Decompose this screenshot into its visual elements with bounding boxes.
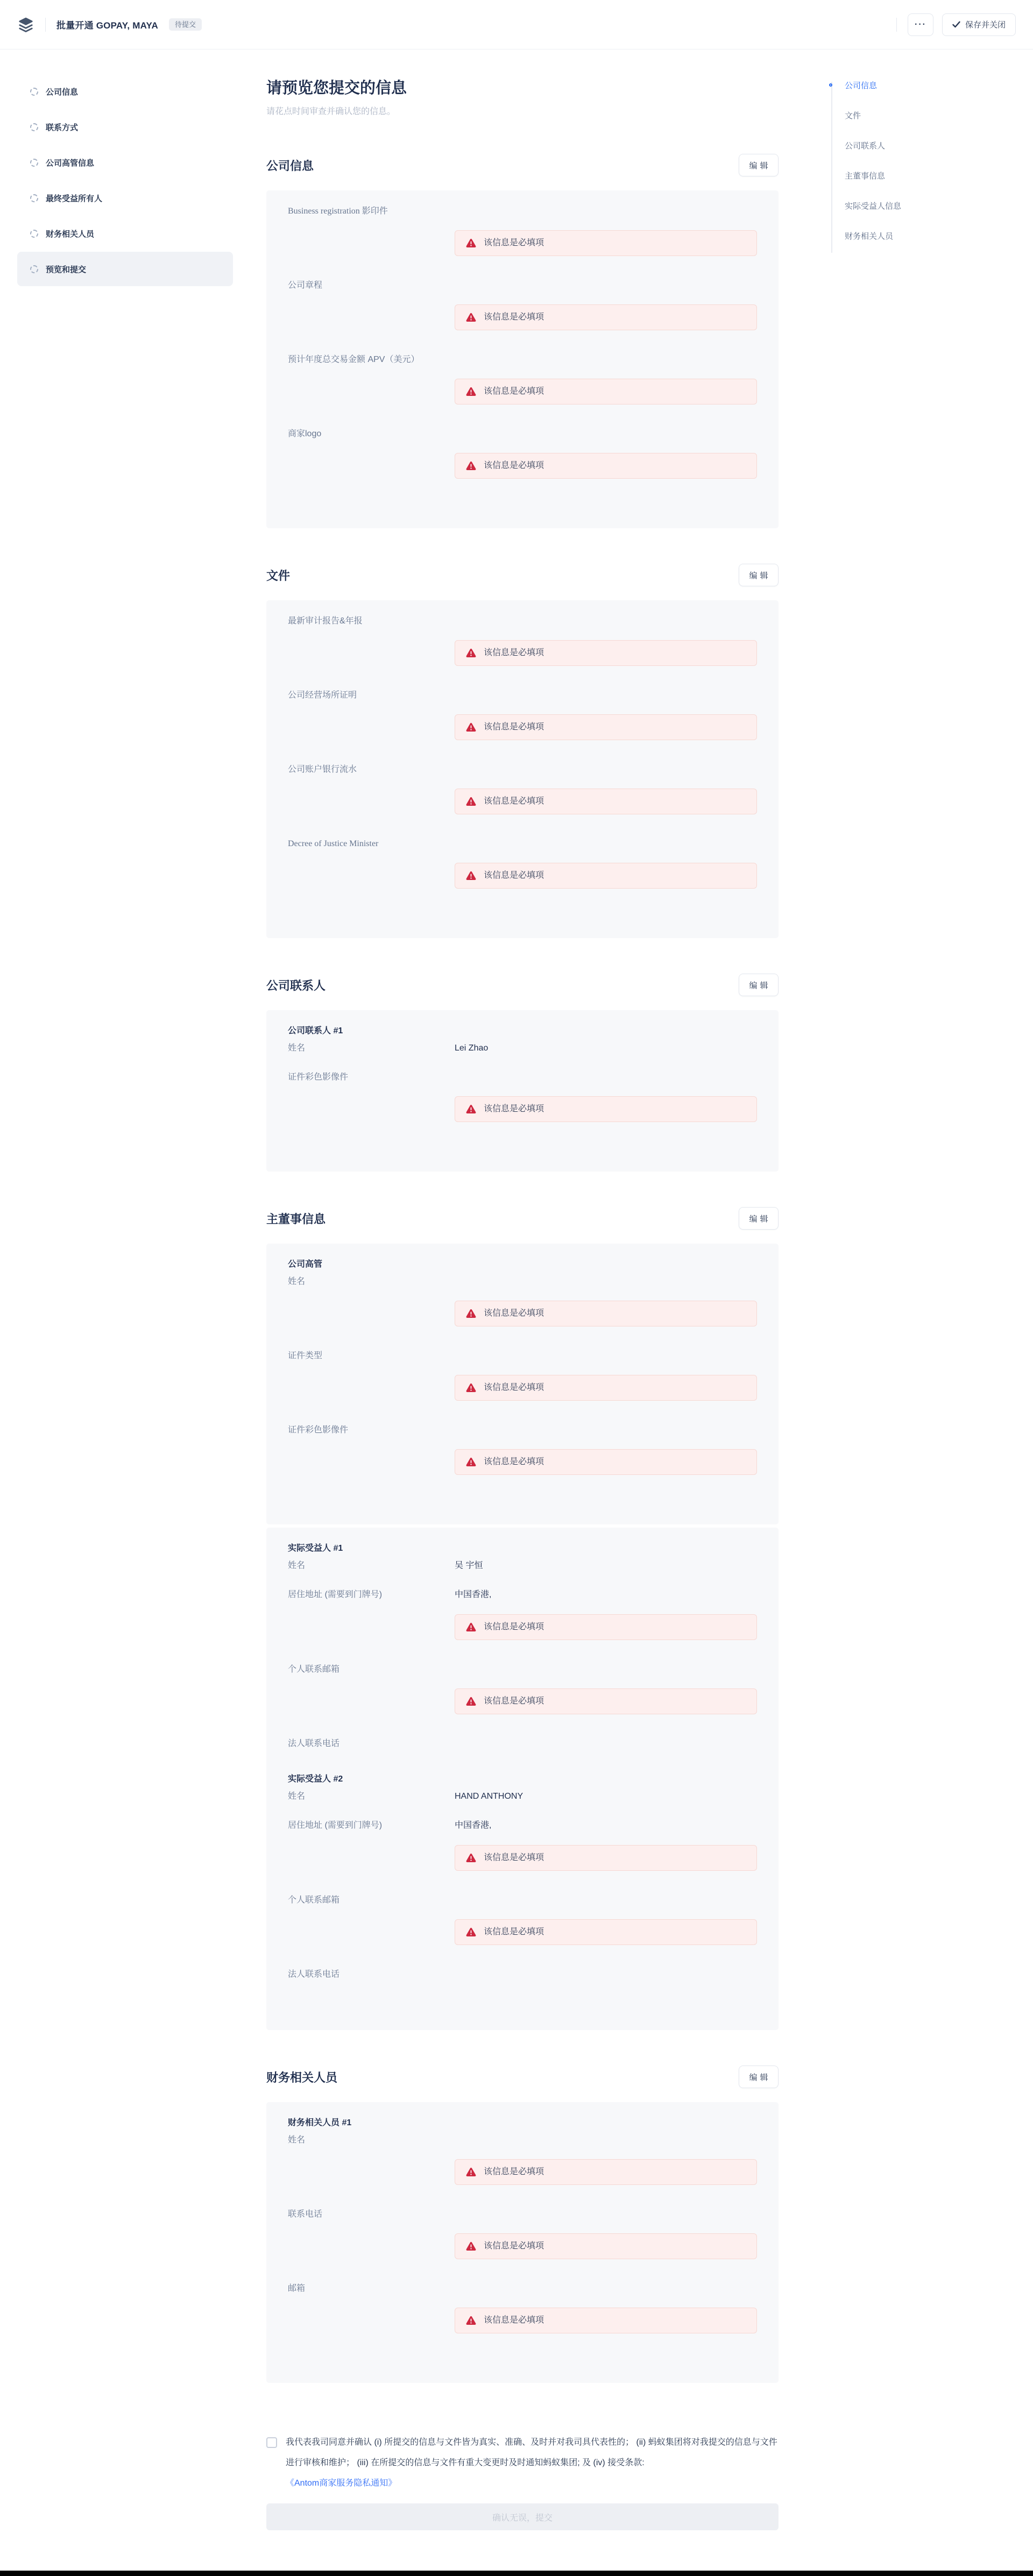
required-error-text: 该信息是必填项 (484, 387, 544, 396)
required-error-text: 该信息是必填项 (484, 1697, 544, 1706)
anchor-item-2[interactable] (831, 111, 993, 122)
required-error (455, 1301, 757, 1326)
required-error (455, 1449, 757, 1475)
required-error (455, 1096, 757, 1122)
group-subheading (288, 1543, 757, 1555)
sidebar-step-3[interactable] (17, 145, 233, 180)
page-header-title: 批量开通 GOPAY, MAYA (56, 20, 158, 31)
edit-button-company-contact[interactable]: 编辑 (739, 974, 779, 996)
card-directors-1 (266, 1244, 779, 1524)
required-error-text: 该信息是必填项 (484, 797, 544, 806)
required-error (455, 1375, 757, 1401)
field-value (455, 1969, 757, 1981)
required-error-text: 该信息是必填项 (484, 1309, 544, 1318)
field-value (455, 1589, 757, 1640)
field-row (288, 1894, 757, 1945)
header-actions-divider (896, 18, 897, 32)
steps-sidebar (17, 49, 233, 287)
field-label: 公司章程 (288, 281, 323, 290)
field-value-text: Lei Zhao (455, 1044, 489, 1053)
required-error (455, 2233, 757, 2259)
field-value-text: 中国香港, (455, 1821, 492, 1830)
warning-icon (466, 1853, 476, 1863)
more-actions-button[interactable]: ··· (908, 13, 933, 36)
field-row (288, 2283, 757, 2333)
field-row (288, 280, 757, 330)
active-anchor-bullet (829, 83, 832, 87)
warning-icon (466, 1309, 476, 1318)
field-label: 邮箱 (288, 2284, 306, 2293)
field-label: 姓名 (288, 1044, 306, 1053)
card-finance-contact-1 (266, 2102, 779, 2383)
field-value (455, 2209, 757, 2259)
warning-icon (466, 313, 476, 322)
anchor-item-label: 公司联系人 (845, 141, 886, 151)
field-value-text: 中国香港, (455, 1590, 492, 1599)
field-value (455, 1791, 757, 1803)
field-label: 姓名 (288, 1277, 306, 1286)
field-label: 证件彩色影像件 (288, 1073, 349, 1082)
anchor-item-label: 主董事信息 (845, 172, 886, 181)
required-error (455, 2308, 757, 2333)
required-error-text: 该信息是必填项 (484, 1927, 544, 1936)
step-circle-icon (30, 88, 38, 96)
section-title-company-info: 公司信息 (266, 159, 314, 173)
step-circle-icon (30, 159, 38, 167)
field-label: 联系电话 (288, 2210, 323, 2219)
card-documents-1 (266, 600, 779, 938)
field-row (288, 1820, 757, 1871)
field-row (288, 205, 757, 256)
field-label: 个人联系邮箱 (288, 1896, 340, 1905)
field-row (288, 1791, 757, 1803)
field-label: 公司经营场所证明 (288, 691, 357, 700)
consent-row (266, 2432, 779, 2473)
field-value (455, 838, 757, 889)
warning-icon (466, 722, 476, 732)
field-value (455, 1424, 757, 1475)
warning-icon (466, 871, 476, 881)
warning-icon (466, 461, 476, 471)
sidebar-step-2[interactable] (17, 110, 233, 144)
field-value (455, 280, 757, 330)
required-error-text: 该信息是必填项 (484, 722, 544, 732)
required-error (455, 453, 757, 479)
field-row (288, 838, 757, 889)
warning-icon (466, 648, 476, 658)
sidebar-step-label: 最终受益所有人 (46, 194, 103, 203)
field-value (455, 1560, 757, 1572)
sidebar-step-label: 联系方式 (46, 123, 79, 132)
section-title-company-contact: 公司联系人 (266, 978, 326, 992)
field-value-text: 吴 宇恒 (455, 1561, 483, 1570)
field-row (288, 354, 757, 405)
edit-button-directors[interactable]: 编辑 (739, 1207, 779, 1230)
warning-icon (466, 2241, 476, 2251)
header-divider (45, 18, 46, 32)
card-company-info-1 (266, 190, 779, 528)
required-error (455, 863, 757, 889)
save-and-close-label: 保存并关闭 (965, 20, 1006, 30)
field-row (288, 2134, 757, 2185)
field-label: 姓名 (288, 2135, 306, 2145)
field-label: 居住地址 (需要到门牌号) (288, 1590, 383, 1599)
anchor-item-1[interactable] (831, 81, 993, 91)
anchor-rail (831, 82, 832, 253)
anchor-item-3[interactable] (831, 141, 993, 152)
field-value (455, 1042, 757, 1054)
group-subheading-text: 实际受益人 #2 (288, 1775, 343, 1784)
page-subtitle: 请花点时间审查并确认您的信息。 (266, 107, 396, 116)
status-badge: 待提交 (169, 18, 202, 31)
field-value (455, 1738, 757, 1750)
layers-icon (17, 16, 34, 33)
section-head-documents (266, 563, 779, 587)
step-circle-icon (30, 265, 38, 273)
field-row (288, 1560, 757, 1572)
sidebar-step-4[interactable] (17, 181, 233, 215)
required-error (455, 2159, 757, 2185)
group-subheading (288, 2117, 757, 2129)
section-head-finance-contact (266, 2064, 779, 2089)
field-label: 公司账户银行流水 (288, 765, 357, 774)
group-subheading-text: 财务相关人员 #1 (288, 2118, 352, 2127)
field-label: 商家logo (288, 429, 322, 438)
main-content (266, 49, 779, 2530)
anchor-item-label: 实际受益人信息 (845, 202, 902, 211)
field-row (288, 428, 757, 479)
save-and-close-button[interactable] (942, 13, 1016, 36)
field-value (455, 690, 757, 740)
required-error-text: 该信息是必填项 (484, 2316, 544, 2325)
section-finance-contact (266, 2064, 779, 2383)
section-directors (266, 1206, 779, 2030)
privacy-notice-link[interactable]: 《Antom商家服务隐私通知》 (286, 2479, 397, 2488)
field-value-text: HAND ANTHONY (455, 1792, 523, 1801)
field-row (288, 1589, 757, 1640)
sidebar-step-label: 公司高管信息 (46, 158, 95, 168)
field-row (288, 2209, 757, 2259)
sidebar-step-1[interactable] (17, 74, 233, 109)
warning-icon (466, 2167, 476, 2177)
required-error-text: 该信息是必填项 (484, 2241, 544, 2251)
warning-icon (466, 1927, 476, 1937)
field-value (455, 1664, 757, 1714)
group-subheading-text: 公司高管 (288, 1260, 323, 1269)
anchor-item-label: 文件 (845, 111, 861, 120)
field-label: 居住地址 (需要到门牌号) (288, 1821, 383, 1830)
required-error-text: 该信息是必填项 (484, 461, 544, 470)
required-error-text: 该信息是必填项 (484, 1622, 544, 1631)
submit-button[interactable]: 确认无误，提交 (266, 2503, 779, 2530)
field-label: 最新审计报告&年报 (288, 616, 363, 626)
anchor-item-6[interactable] (831, 231, 993, 242)
field-label: 个人联系邮箱 (288, 1665, 340, 1674)
required-error (455, 714, 757, 740)
sidebar-step-5[interactable] (17, 216, 233, 251)
step-circle-icon (30, 230, 38, 238)
field-label: 预计年度总交易金额 APV（美元） (288, 355, 420, 364)
warning-icon (466, 1383, 476, 1393)
required-error-text: 该信息是必填项 (484, 1457, 544, 1466)
field-value (455, 764, 757, 814)
group-subheading (288, 1773, 757, 1785)
field-row (288, 1424, 757, 1475)
check-icon (952, 21, 960, 28)
sidebar-step-6[interactable] (17, 252, 233, 286)
group-subheading-text: 公司联系人 #1 (288, 1026, 343, 1035)
warning-icon (466, 1104, 476, 1114)
field-label: Business registration 影印件 (288, 207, 388, 216)
field-label: 法人联系电话 (288, 1739, 340, 1748)
agreement-text: 我代表我司同意并确认 (i) 所提交的信息与文件皆为真实、准确、及时并对我司具代表性的； (ii) 蚂蚁集团将对我提交的信息与文件进行审核和维护； (iii) 在所提交的信息与文件有重大变更时及时通知蚂蚁集团; 及 (iv) 接受条款: (286, 2438, 777, 2467)
top-header (0, 0, 1033, 49)
required-error (455, 304, 757, 330)
field-value (455, 1894, 757, 1945)
section-head-company-contact (266, 973, 779, 997)
warning-icon (466, 387, 476, 396)
step-circle-icon (30, 194, 38, 202)
anchor-item-label: 财务相关人员 (845, 232, 894, 241)
edit-button-documents[interactable]: 编辑 (739, 564, 779, 586)
field-row (288, 690, 757, 740)
section-company-info (266, 153, 779, 528)
field-row (288, 764, 757, 814)
section-head-directors (266, 1206, 779, 1231)
group-subheading (288, 1025, 757, 1037)
warning-icon (466, 2316, 476, 2325)
card-company-contact-1 (266, 1010, 779, 1172)
required-error (455, 1919, 757, 1945)
anchor-item-5[interactable] (831, 201, 993, 212)
agreement-checkbox[interactable] (266, 2437, 277, 2448)
page-title: 请预览您提交的信息 (266, 80, 407, 97)
section-head-company-info (266, 153, 779, 178)
field-value (455, 2134, 757, 2185)
field-value (455, 1350, 757, 1401)
field-value (455, 2283, 757, 2333)
field-row (288, 615, 757, 666)
field-value (455, 1276, 757, 1326)
required-error (455, 379, 757, 405)
field-row (288, 1276, 757, 1326)
field-row (288, 1738, 757, 1750)
card-directors-2 (266, 1528, 779, 2030)
section-title-directors: 主董事信息 (266, 1212, 326, 1226)
section-documents (266, 563, 779, 938)
field-row (288, 1350, 757, 1401)
field-row (288, 1664, 757, 1714)
section-company-contact (266, 973, 779, 1172)
field-label: 法人联系电话 (288, 1970, 340, 1979)
warning-icon (466, 238, 476, 248)
field-label: Decree of Justice Minister (288, 839, 379, 848)
required-error-text: 该信息是必填项 (484, 648, 544, 657)
field-label: 姓名 (288, 1561, 306, 1570)
section-title-documents: 文件 (266, 569, 291, 583)
field-row (288, 1969, 757, 1981)
field-row (288, 1071, 757, 1122)
field-value (455, 1071, 757, 1122)
step-circle-icon (30, 123, 38, 131)
field-value (455, 615, 757, 666)
anchor-nav (831, 49, 993, 261)
edit-button-company-info[interactable]: 编辑 (739, 154, 779, 176)
required-error-text: 该信息是必填项 (484, 2167, 544, 2176)
sidebar-step-label: 公司信息 (46, 87, 79, 97)
field-value (455, 354, 757, 405)
required-error (455, 1688, 757, 1714)
field-value (455, 428, 757, 479)
required-error-text: 该信息是必填项 (484, 1853, 544, 1862)
required-error (455, 640, 757, 666)
field-label: 证件彩色影像件 (288, 1425, 349, 1435)
required-error (455, 230, 757, 256)
required-error-text: 该信息是必填项 (484, 1383, 544, 1392)
required-error (455, 1614, 757, 1640)
required-error-text: 该信息是必填项 (484, 313, 544, 322)
required-error-text: 该信息是必填项 (484, 871, 544, 880)
group-subheading-text: 实际受益人 #1 (288, 1544, 343, 1553)
edit-button-finance-contact[interactable]: 编辑 (739, 2066, 779, 2088)
required-error-text: 该信息是必填项 (484, 238, 544, 247)
warning-icon (466, 1622, 476, 1632)
field-label: 证件类型 (288, 1351, 323, 1360)
warning-icon (466, 1457, 476, 1467)
field-label: 姓名 (288, 1792, 306, 1801)
section-title-finance-contact: 财务相关人员 (266, 2070, 338, 2084)
required-error-text: 该信息是必填项 (484, 1104, 544, 1113)
anchor-item-4[interactable] (831, 171, 993, 182)
warning-icon (466, 1697, 476, 1706)
sidebar-step-label: 财务相关人员 (46, 229, 95, 239)
field-row (288, 1042, 757, 1054)
required-error (455, 789, 757, 814)
required-error (455, 1845, 757, 1871)
anchor-item-label: 公司信息 (845, 81, 878, 90)
field-value (455, 1820, 757, 1871)
group-subheading (288, 1259, 757, 1271)
warning-icon (466, 797, 476, 806)
field-value (455, 205, 757, 256)
bottom-strip (0, 2571, 1033, 2576)
sidebar-step-label: 预览和提交 (46, 265, 87, 274)
